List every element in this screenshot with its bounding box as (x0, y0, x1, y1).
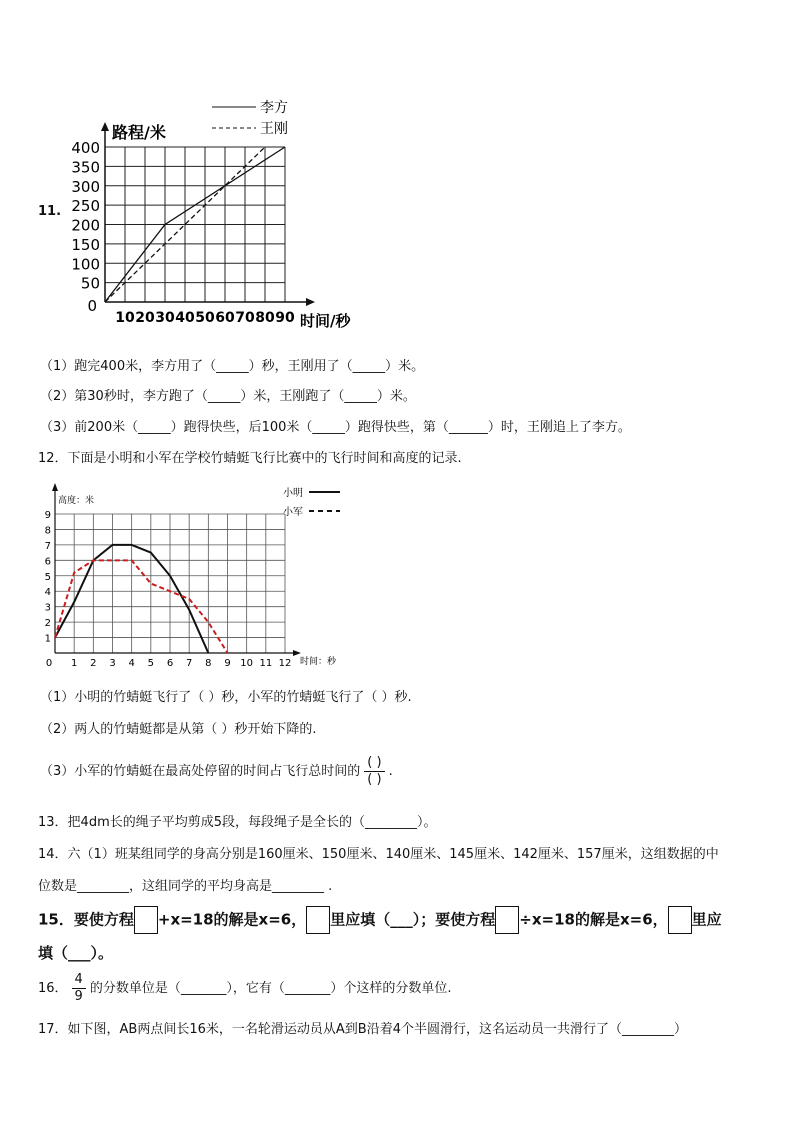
q12-x-tick-label: 1 (70, 658, 78, 669)
q12-y-tick-label: 3 (44, 602, 51, 614)
q12-x-tick-label: 0 (45, 658, 53, 669)
q15-part2: +x=18的解是x=6， (157, 910, 307, 929)
q11-x-tick-label: 70 (235, 310, 255, 326)
q12-x-axis-arrow (293, 650, 301, 656)
q11-legend-label: 王刚 (260, 121, 288, 137)
q11-y-tick-label: 300 (71, 177, 100, 196)
q12-y-tick-label: 7 (44, 540, 51, 552)
q14-line1: 14．六（1）班某组同学的身高分别是160厘米、150厘米、140厘米、145厘米、142厘米、157厘米，这组数据的中 (38, 847, 719, 862)
q12-sub1: （1）小明的竹蜻蜓飞行了（ ）秒，小军的竹蜻蜓飞行了（ ）秒. (40, 690, 412, 705)
q12-y-axis-arrow (52, 483, 58, 491)
q11-x-tick-label: 50 (195, 310, 215, 326)
q12-x-tick-label: 9 (224, 658, 231, 669)
q11-legend-label: 李方 (260, 100, 288, 116)
q12-x-tick-label: 10 (240, 658, 254, 669)
q11-y-tick-label: 350 (71, 158, 100, 177)
blank-box[interactable] (495, 906, 519, 934)
q11-x-tick-label: 30 (155, 310, 175, 326)
q11-x-tick-label: 20 (135, 310, 155, 326)
q13-text: 13．把4dm长的绳子平均剪成5段，每段绳子是全长的（________）。 (38, 815, 437, 830)
fraction-numerator: 4 (72, 972, 86, 989)
q12-legend-label: 小军 (283, 507, 303, 518)
q11-line-chart (0, 0, 794, 340)
q12-x-tick-label: 2 (90, 658, 97, 669)
q17-text: 17．如下图，AB两点间长16米，一名轮滑运动员从A到B沿着4个半圆滑行，这名运动员一共滑行了（________） (38, 1022, 687, 1037)
q12-sub3-end: . (388, 764, 393, 779)
q12-y-tick-label: 6 (44, 556, 51, 568)
q12-y-tick-label: 2 (44, 618, 51, 630)
q11-y-tick-label: 100 (71, 255, 100, 274)
q15-part4: ÷x=18的解是x=6， (519, 910, 668, 929)
q12-legend-label: 小明 (283, 488, 303, 499)
q12-line-chart (0, 478, 794, 678)
fraction-denominator: 9 (74, 989, 83, 1004)
q12-x-axis-label: 时间：秒 (300, 657, 337, 667)
q16-line (38, 972, 451, 1005)
q12-y-axis-label: 高度：米 (58, 496, 95, 506)
q11-x-tick-label: 60 (215, 310, 235, 326)
q12-x-tick-label: 11 (259, 658, 273, 669)
q14-line2: 位数是________，这组同学的平均身高是________ . (38, 879, 333, 894)
q11-sub1: （1）跑完400米，李方用了（_____）秒，王刚用了（_____）米。 (40, 359, 425, 374)
q11-x-tick-label: 10 (115, 310, 135, 326)
q11-x-tick-label: 90 (275, 310, 295, 326)
q12-y-tick-label: 9 (44, 510, 51, 521)
q11-y-tick-label: 250 (71, 197, 100, 216)
q15-part3: 里应填（___）；要使方程 (330, 910, 496, 929)
q15-line2: 填（___）。 (38, 944, 114, 962)
q11-sub3: （3）前200米（_____）跑得快些，后100米（_____）跑得快些，第（______）时，王刚追上了李方。 (40, 420, 631, 435)
q12-sub3 (40, 755, 393, 788)
q11-number: 11. (38, 204, 62, 219)
q11-y-tick-label: 150 (71, 235, 100, 254)
q12-x-tick-label: 6 (166, 658, 174, 669)
q11-y-tick-label: 200 (71, 216, 100, 235)
blank-box[interactable] (668, 906, 692, 934)
q15-line1 (38, 906, 722, 934)
fraction-numerator: ( ) (364, 755, 384, 772)
q12-sub2: （2）两人的竹蜻蜓都是从第（ ）秒开始下降的. (40, 722, 317, 737)
q16-number: 16． (38, 981, 68, 996)
q11-y-axis-arrow (101, 122, 109, 131)
q16-fraction (72, 972, 86, 1005)
q11-x-tick-label: 80 (255, 310, 275, 326)
q11-x-axis-arrow (306, 298, 315, 306)
blank-box[interactable] (306, 906, 330, 934)
q12-x-tick-label: 8 (205, 658, 212, 669)
q15-part1: 15．要使方程 (38, 910, 134, 929)
q11-sub2: （2）第30秒时，李方跑了（_____）米，王刚跑了（_____）米。 (40, 389, 416, 404)
q12-y-tick-label: 8 (44, 525, 51, 537)
q11-x-tick-label: 40 (175, 310, 195, 326)
q12-x-tick-label: 3 (109, 658, 116, 669)
q11-x-axis-label: 时间/秒 (300, 312, 351, 330)
q11-y-tick-label: 400 (71, 139, 100, 157)
q12-y-tick-label: 4 (44, 587, 51, 599)
q12-answer-fraction (364, 755, 384, 788)
q11-origin-label: 0 (87, 297, 97, 315)
q11-y-tick-label: 50 (80, 274, 100, 293)
fraction-denominator: ( ) (367, 772, 382, 787)
q12-x-tick-label: 7 (185, 658, 193, 669)
q12-stem: 12．下面是小明和小军在学校竹蜻蜓飞行比赛中的飞行时间和高度的记录. (38, 451, 462, 466)
q12-x-tick-label: 4 (128, 658, 135, 669)
blank-box[interactable] (134, 906, 158, 934)
q11-y-axis-label: 路程/米 (112, 123, 166, 142)
q12-x-tick-label: 12 (278, 658, 292, 669)
q12-y-tick-label: 1 (44, 633, 51, 645)
q12-sub3-text: （3）小军的竹蜻蜓在最高处停留的时间占飞行总时间的 (40, 764, 361, 779)
q12-y-tick-label: 5 (44, 571, 51, 583)
q16-text: 的分数单位是（_______），它有（_______）个这样的分数单位. (89, 981, 452, 996)
q12-x-tick-label: 5 (147, 658, 155, 669)
q15-part5: 里应 (691, 910, 722, 929)
